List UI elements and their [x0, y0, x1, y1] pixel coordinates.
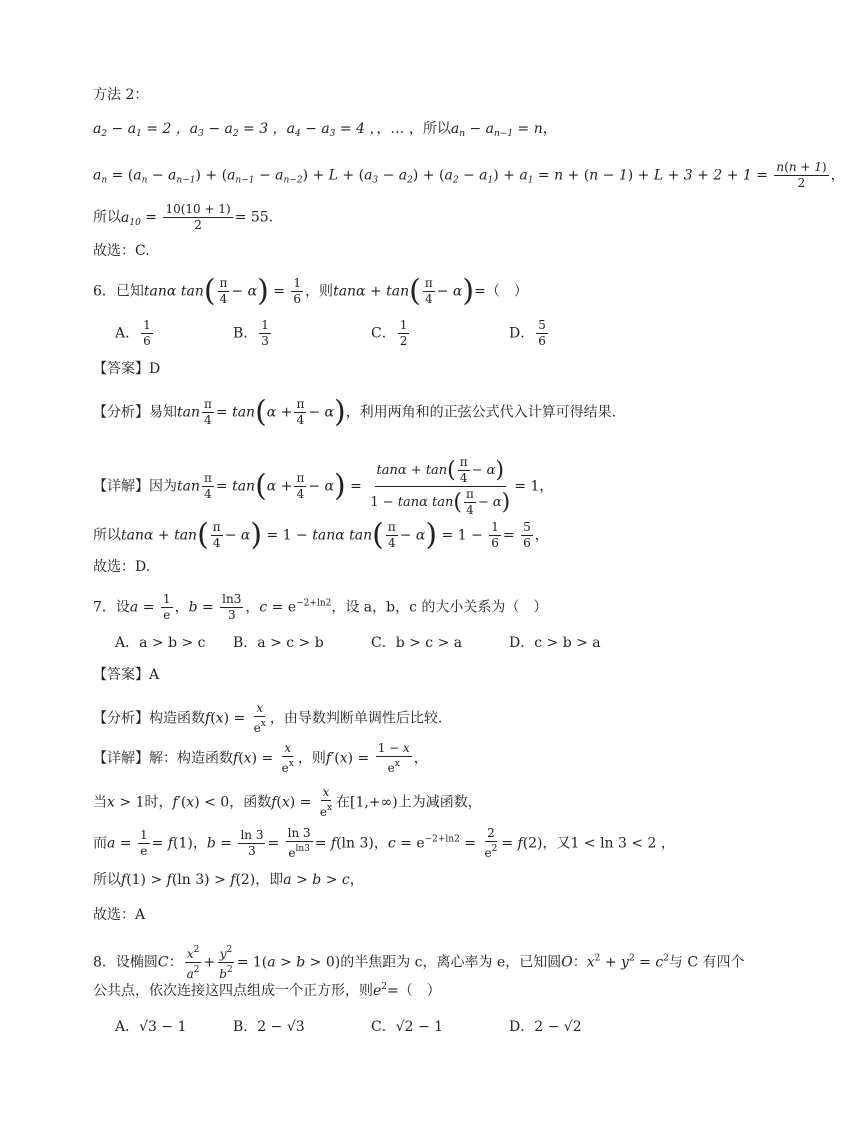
question-6: 6．已知tanα tan( $\frac{\pi}{4}$ − α) = $\frac{1}{6}$ ，则tanα + tan( $\frac{\pi}{4}$ − α)=（ ） [93, 273, 528, 309]
question-8-line2: 公共点，依次连接这四点组成一个正方形，则$e^2=$（ ） [93, 982, 441, 999]
q6-option-a: A． $\frac{1}{6}$ [115, 318, 151, 348]
q6-answer [93, 359, 160, 379]
q7-option-d: D．c > b > a [509, 635, 601, 651]
q7-detail-line3: 而a = $\frac{1}{e}$ = f(1)，b = $\frac{\ln 3}{3}$ = $\frac{\ln 3}{e^{ln3}}$ = f(ln 3)，$c = e^{-2+ln2}$ = $\frac{2}{e^2}$ = f(2)，又1 < ln 3 < 2 ， [93, 826, 675, 860]
q7-option-c: C．b > c > a [371, 635, 463, 651]
analysis-label: 【分析】 [93, 404, 149, 421]
q6-end: =（ ） [474, 283, 528, 300]
question-8: 8．设椭圆C： $\frac{x^2}{a^2}$ + $\frac{y^2}{b^2}$ = 1(a > b > 0)的半焦距为 c，离心率为 e，已知圆O：$x^2 + y^2 = c^2$与 C 有四个 [93, 945, 745, 981]
detail-label: 【详解】 [93, 478, 149, 495]
q6-option-c: C． $\frac{1}{2}$ [371, 318, 408, 348]
q7-answer: 【答案】A [93, 667, 160, 683]
a10-prefix: 所以 [93, 209, 121, 226]
answer-label: 【答案】 [93, 361, 149, 377]
q7-detail-line2: 当x > 1时，f′(x) < 0，函数f(x) = $\frac{x}{e^x}$ 在[1,+∞)上为减函数， [93, 785, 482, 819]
selection-2: 故选：D. [93, 559, 151, 575]
telescoping-line: $a_n = (a_n - a_{n-1}) + (a_{n-1} - a_{n-2}) + L + (a_3 - a_2) + (a_2 - a_1) + a_1 = n + (n - 1) + L + 3 + 2 + 1$ = $\frac{n(n + 1)}{2}$ ， [93, 160, 845, 190]
q6-option-b: B． $\frac{1}{3}$ [233, 318, 269, 348]
method2-heading: 方法 2： [93, 87, 149, 103]
recurrence-line: $a_2 - a_1 = 2$ ，$a_3 - a_2 = 3$ ，$a_4 - a_3 = 4$ ，，… ，所以$a_n - a_{n-1} = n$， [93, 121, 557, 139]
q6-detail-line2: 所以tanα + tan( $\frac{\pi}{4}$ − α) = 1 − tanα tan( $\frac{\pi}{4}$ − α) = 1 − $\frac{1}{6}$ = $\frac{5}{6}$ ， [93, 517, 549, 553]
q8-option-c: C．√2 − 1 [371, 1019, 444, 1035]
recurrence-comma: ， [542, 121, 557, 137]
question-7: 7．设a = $\frac{1}{e}$ ，b = $\frac{\ln 3}{3}$ ，$c = e^{-2+ln2}$，设 a，b，c 的大小关系为（ ） [93, 592, 548, 622]
q8-option-d: D．2 − √2 [509, 1019, 582, 1035]
q7-detail: 【详解】解：构造函数f(x) = $\frac{x}{e^x}$ ，则f′(x) = $\frac{1 - x}{e^x}$ ， [93, 741, 428, 775]
q7-option-b: B．a > c > b [233, 635, 324, 651]
q6-analysis: 【分析】易知tan $\frac{\pi}{4}$ = tan(α + $\frac{\pi}{4}$ − α)，利用两角和的正弦公式代入计算可得结果. [93, 394, 617, 430]
q7-detail-line4: 所以f(1) > f(ln 3) > f(2)，即a > b > c， [93, 872, 364, 888]
q8-option-a: A．√3 − 1 [115, 1019, 187, 1035]
a10-value: = 55. [234, 209, 274, 226]
selection-1: 故选：C. [93, 243, 150, 259]
q6-detail: 【详解】因为tan $\frac{\pi}{4}$ = tan(α + $\frac{\pi}{4}$ − α) = tanα + tan( $\frac{\pi}{4}$ − α) 1 − tanα tan( $\frac{\pi}{4}$ − α) = 1， [93, 455, 554, 517]
recurrence-text: ，… ，所以 [376, 121, 451, 137]
selection-3: 故选：A [93, 907, 146, 923]
q7-analysis: 【分析】构造函数f(x) = $\frac{x}{e^x}$ ，由导数判断单调性后比较. [93, 701, 443, 735]
q7-option-a: A．a > b > c [115, 635, 206, 651]
telescoping-comma: ， [830, 167, 845, 184]
q6-number: 6．已知 [93, 283, 144, 300]
q8-option-b: B．2 − √3 [233, 1019, 305, 1035]
q6-then: ，则 [305, 283, 334, 300]
a10-line: 所以$a_{10}$ = $\frac{10(10 + 1)}{2}$ = 55. [93, 202, 274, 232]
q6-option-d: D． $\frac{5}{6}$ [509, 318, 546, 348]
q6-answer-value: D [149, 361, 161, 377]
